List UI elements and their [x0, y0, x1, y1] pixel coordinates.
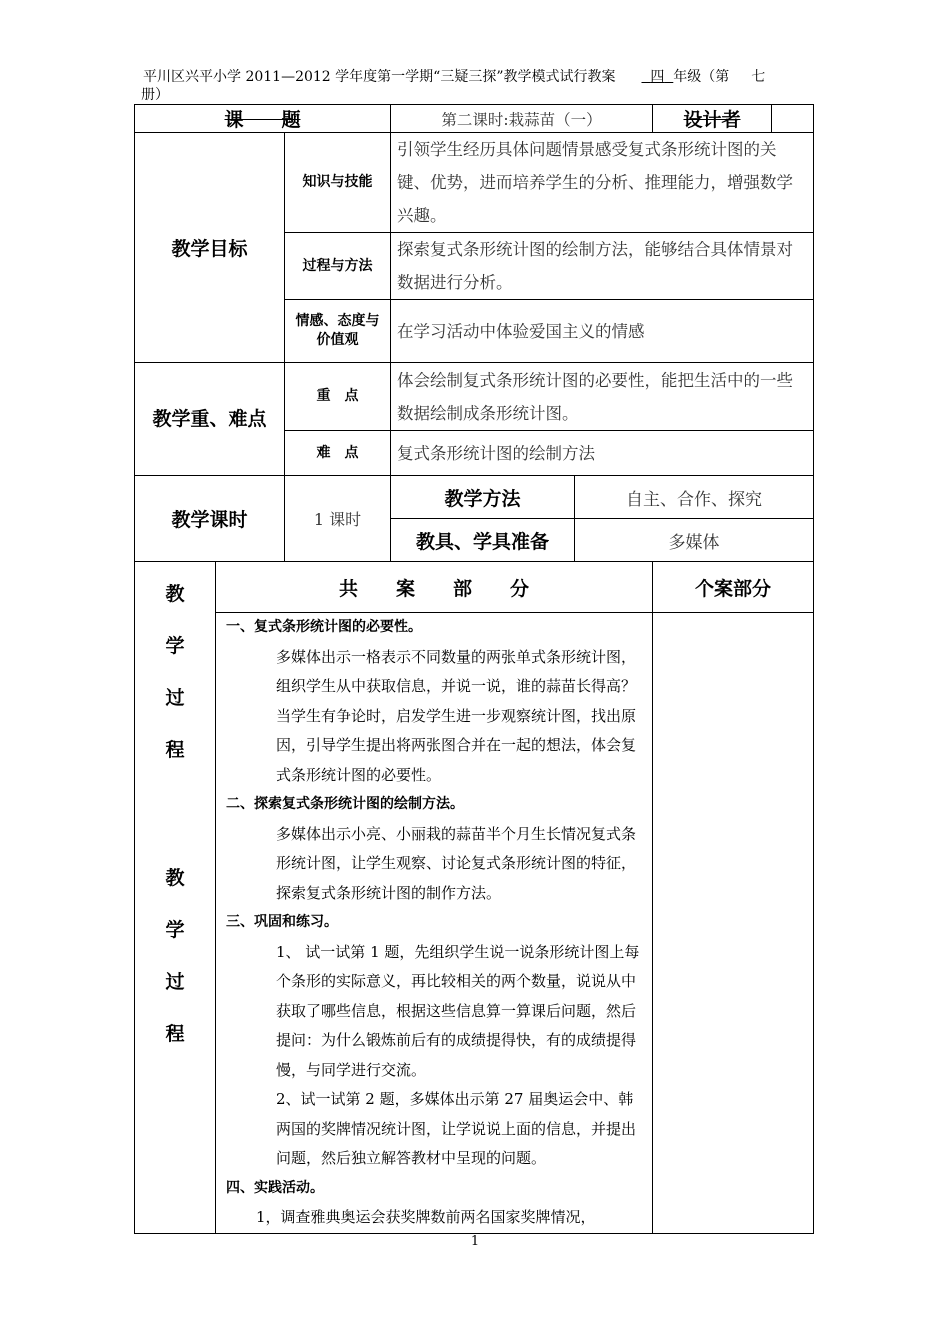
section-3-paragraph-1: 1、 试一试第 1 题，先组织学生说一说条形统计图上每个条形的实际意义，再比较相关的两个数量，说说从中获取了哪些信息，根据这些信息算一算课后问题，然后提问：为什么锻炼前后有的成绩提得快，有的成绩提得慢，与同学进行交流。	[276, 942, 640, 1079]
section-1-paragraph: 多媒体出示一格表示不同数量的两张单式条形统计图，组织学生从中获取信息，并说一说，谁的蒜苗长得高？当学生有争论时，启发学生进一步观察统计图，找出原因，引导学生提出将两张图合并在一起的想法，体会复式条形统计图的必要性。	[276, 647, 637, 784]
objective-knowledge-label: 知识与技能	[285, 133, 391, 233]
side-label-group-1: 教 学 过 程	[165, 583, 185, 761]
designer-value	[772, 105, 814, 132]
designer-label: 设计者	[653, 105, 772, 132]
objective-attitude-text: 在学习活动中体验爱国主义的情感	[391, 300, 814, 363]
shared-plan-body	[216, 613, 653, 1234]
objective-attitude-label: 情感、态度与价值观	[285, 300, 391, 363]
document-header	[143, 68, 823, 104]
individual-plan-body	[653, 613, 814, 1234]
tools-label: 教具、学具准备	[391, 519, 575, 562]
volume-number: 七	[751, 69, 766, 85]
keypoint-focus-label: 重 点	[285, 363, 391, 431]
objective-process-text: 探索复式条形统计图的绘制方法，能够结合具体情景对数据进行分析。	[391, 233, 814, 300]
topic-value: 第二课时:栽蒜苗（一）	[391, 105, 653, 133]
side-label-group-2: 教 学 过 程	[165, 867, 185, 1045]
grade-label: 年级（第	[673, 69, 730, 85]
page-number: 1	[470, 1234, 480, 1249]
shared-plan-header: 共 案 部 分	[216, 562, 653, 613]
keypoints-label: 教学重、难点	[135, 363, 285, 476]
volume-end: 册）	[141, 87, 169, 103]
keypoint-difficulty-text: 复式条形统计图的绘制方法	[391, 431, 814, 476]
section-4-paragraph: 1，调查雅典奥运会获奖牌数前两名国家奖牌情况，	[256, 1208, 596, 1226]
tools-value: 多媒体	[575, 519, 814, 562]
section-4-heading: 四、实践活动。	[226, 1179, 324, 1196]
keypoint-difficulty-label: 难 点	[285, 431, 391, 476]
grade-blank: 四	[650, 69, 665, 85]
section-3-paragraph-2: 2、试一试第 2 题，多媒体出示第 27 届奥运会中、韩两国的奖牌情况统计图，让学说说上面的信息，并提出问题，然后独立解答教材中呈现的问题。	[276, 1090, 637, 1167]
keypoint-focus-text: 体会绘制复式条形统计图的必要性，能把生活中的一些数据绘制成条形统计图。	[391, 363, 814, 431]
section-2-heading: 二、探索复式条形统计图的绘制方法。	[226, 796, 464, 812]
school-title: 平川区兴平小学 2011—2012 学年度第一学期“三疑三探”教学模式试行教案	[143, 69, 616, 85]
hours-value: 1 课时	[285, 476, 391, 562]
objective-knowledge-text: 引领学生经历具体问题情景感受复式条形统计图的关键、优势，进而培养学生的分析、推理能力，增强数学兴趣。	[391, 133, 814, 233]
method-label: 教学方法	[391, 476, 575, 519]
section-3-heading: 三、巩固和练习。	[226, 914, 338, 930]
process-side-label	[135, 562, 216, 1234]
section-1-heading: 一、复式条形统计图的必要性。	[226, 619, 422, 635]
method-value: 自主、合作、探究	[575, 476, 814, 519]
lesson-plan-table	[134, 104, 814, 1234]
objective-process-label: 过程与方法	[285, 233, 391, 300]
section-2-paragraph: 多媒体出示小亮、小丽栽的蒜苗半个月生长情况复式条形统计图，让学生观察、讨论复式条形统计图的特征，探索复式条形统计图的制作方法。	[276, 824, 637, 902]
objectives-label: 教学目标	[135, 133, 285, 363]
hours-label: 教学课时	[135, 476, 285, 562]
individual-plan-header: 个案部分	[653, 562, 814, 613]
topic-label: 课 题	[135, 105, 391, 133]
